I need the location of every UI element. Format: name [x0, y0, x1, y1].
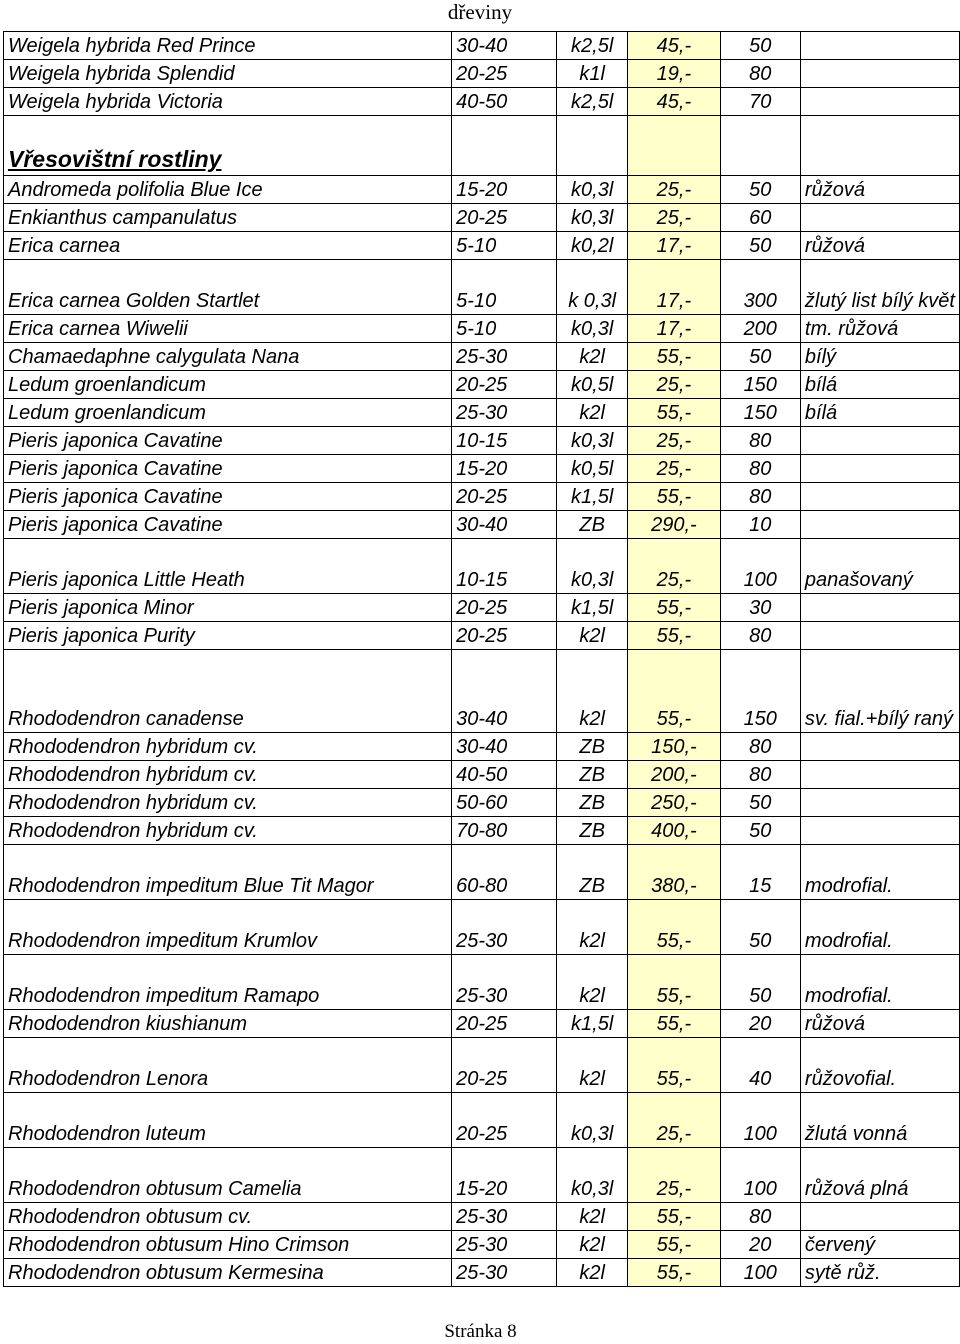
plant-name-cell: Erica carnea Golden Startlet: [4, 260, 452, 315]
price-cell: 55,-: [628, 1038, 720, 1093]
plant-name-cell: Rhododendron hybridum cv.: [4, 733, 452, 761]
plant-name-cell: Pieris japonica Cavatine: [4, 455, 452, 483]
note-cell: [800, 733, 959, 761]
quantity-cell: 50: [720, 232, 800, 260]
price-cell: 25,-: [628, 455, 720, 483]
pot-cell: k2l: [557, 650, 628, 733]
plant-name-cell: Pieris japonica Cavatine: [4, 427, 452, 455]
pot-cell: k2l: [557, 1203, 628, 1231]
table-row: [4, 1038, 960, 1093]
size-cell: 25-30: [452, 1259, 557, 1287]
price-cell: 55,-: [628, 1010, 720, 1038]
table-row: [4, 955, 960, 1010]
table-row: [4, 60, 960, 88]
note-cell: [800, 622, 959, 650]
note-cell: [800, 1203, 959, 1231]
note-cell: růžová plná: [800, 1148, 959, 1203]
price-cell: 17,-: [628, 315, 720, 343]
pot-cell: k0,3l: [557, 1093, 628, 1148]
size-cell: 20-25: [452, 371, 557, 399]
pot-cell: k2l: [557, 1038, 628, 1093]
quantity-cell: 30: [720, 594, 800, 622]
price-cell: 55,-: [628, 1231, 720, 1259]
note-cell: modrofial.: [800, 900, 959, 955]
page-header: dřeviny: [447, 0, 513, 24]
pot-cell: k1,5l: [557, 1010, 628, 1038]
plant-name-cell: Rhododendron impeditum Blue Tit Magor: [4, 845, 452, 900]
note-cell: modrofial.: [800, 845, 959, 900]
price-cell: 250,-: [628, 789, 720, 817]
table-row: [4, 511, 960, 539]
quantity-cell: [720, 116, 800, 176]
quantity-cell: 40: [720, 1038, 800, 1093]
plant-name-cell: Andromeda polifolia Blue Ice: [4, 176, 452, 204]
quantity-cell: 100: [720, 1148, 800, 1203]
quantity-cell: 200: [720, 315, 800, 343]
plant-name-cell: Rhododendron impeditum Ramapo: [4, 955, 452, 1010]
plant-price-table: [3, 31, 960, 1287]
plant-name-cell: Weigela hybrida Victoria: [4, 88, 452, 116]
price-cell: 19,-: [628, 60, 720, 88]
pot-cell: k0,3l: [557, 539, 628, 594]
price-cell: 55,-: [628, 1203, 720, 1231]
plant-name-cell: Erica carnea: [4, 232, 452, 260]
table-row: [4, 483, 960, 511]
quantity-cell: 50: [720, 817, 800, 845]
table-row: [4, 1010, 960, 1038]
quantity-cell: 10: [720, 511, 800, 539]
quantity-cell: 80: [720, 1203, 800, 1231]
price-cell: 55,-: [628, 594, 720, 622]
plant-name-cell: Weigela hybrida Splendid: [4, 60, 452, 88]
quantity-cell: 80: [720, 427, 800, 455]
plant-name-cell: Pieris japonica Purity: [4, 622, 452, 650]
note-cell: panašovaný: [800, 539, 959, 594]
price-cell: 55,-: [628, 399, 720, 427]
plant-name-cell: Rhododendron impeditum Krumlov: [4, 900, 452, 955]
size-cell: [452, 116, 557, 176]
table-row: [4, 176, 960, 204]
pot-cell: k0,3l: [557, 1148, 628, 1203]
note-cell: žlutý list bílý květ: [800, 260, 959, 315]
note-cell: žlutá vonná: [800, 1093, 959, 1148]
table-row: [4, 232, 960, 260]
quantity-cell: 50: [720, 176, 800, 204]
price-cell: 45,-: [628, 32, 720, 60]
quantity-cell: 50: [720, 900, 800, 955]
price-cell: [628, 116, 720, 176]
plant-name-cell: Rhododendron hybridum cv.: [4, 817, 452, 845]
price-cell: 17,-: [628, 260, 720, 315]
size-cell: 25-30: [452, 1231, 557, 1259]
quantity-cell: 20: [720, 1010, 800, 1038]
pot-cell: k2l: [557, 343, 628, 371]
price-cell: 25,-: [628, 204, 720, 232]
size-cell: 20-25: [452, 1010, 557, 1038]
pot-cell: k0,3l: [557, 427, 628, 455]
quantity-cell: 100: [720, 1093, 800, 1148]
plant-name-cell: Rhododendron hybridum cv.: [4, 761, 452, 789]
size-cell: 30-40: [452, 32, 557, 60]
quantity-cell: 150: [720, 650, 800, 733]
price-cell: 17,-: [628, 232, 720, 260]
table-row: [4, 594, 960, 622]
price-cell: 25,-: [628, 371, 720, 399]
quantity-cell: 100: [720, 539, 800, 594]
pot-cell: k1,5l: [557, 483, 628, 511]
plant-name-cell: Pieris japonica Little Heath: [4, 539, 452, 594]
quantity-cell: 80: [720, 60, 800, 88]
table-row: [4, 1203, 960, 1231]
size-cell: 20-25: [452, 1093, 557, 1148]
size-cell: 25-30: [452, 399, 557, 427]
plant-name-cell: Pieris japonica Cavatine: [4, 511, 452, 539]
plant-name-cell: Rhododendron kiushianum: [4, 1010, 452, 1038]
note-cell: tm. růžová: [800, 315, 959, 343]
note-cell: červený: [800, 1231, 959, 1259]
price-cell: 45,-: [628, 88, 720, 116]
table-row: [4, 204, 960, 232]
size-cell: 20-25: [452, 483, 557, 511]
section-row: [4, 116, 960, 176]
price-cell: 290,-: [628, 511, 720, 539]
table-row: [4, 845, 960, 900]
quantity-cell: 20: [720, 1231, 800, 1259]
quantity-cell: 15: [720, 845, 800, 900]
plant-name-cell: Weigela hybrida Red Prince: [4, 32, 452, 60]
size-cell: 20-25: [452, 594, 557, 622]
price-cell: 380,-: [628, 845, 720, 900]
pot-cell: ZB: [557, 733, 628, 761]
table-row: [4, 343, 960, 371]
pot-cell: ZB: [557, 511, 628, 539]
pot-cell: k2l: [557, 900, 628, 955]
size-cell: 40-50: [452, 88, 557, 116]
quantity-cell: 80: [720, 455, 800, 483]
price-cell: 55,-: [628, 483, 720, 511]
note-cell: [800, 761, 959, 789]
quantity-cell: 80: [720, 733, 800, 761]
pot-cell: k0,3l: [557, 176, 628, 204]
page-footer: [0, 1320, 960, 1344]
size-cell: 20-25: [452, 1038, 557, 1093]
table-row: [4, 1259, 960, 1287]
price-cell: 200,-: [628, 761, 720, 789]
table-row: [4, 399, 960, 427]
table-row: [4, 32, 960, 60]
price-cell: 400,-: [628, 817, 720, 845]
table-row: [4, 539, 960, 594]
price-cell: 55,-: [628, 1259, 720, 1287]
quantity-cell: 80: [720, 622, 800, 650]
pot-cell: k2l: [557, 955, 628, 1010]
table-row: [4, 761, 960, 789]
table-row: [4, 817, 960, 845]
size-cell: 30-40: [452, 650, 557, 733]
size-cell: 50-60: [452, 789, 557, 817]
plant-name-cell: Rhododendron obtusum cv.: [4, 1203, 452, 1231]
pot-cell: k2,5l: [557, 32, 628, 60]
size-cell: 10-15: [452, 539, 557, 594]
price-cell: 55,-: [628, 343, 720, 371]
size-cell: 20-25: [452, 60, 557, 88]
plant-name-cell: Pieris japonica Minor: [4, 594, 452, 622]
quantity-cell: 300: [720, 260, 800, 315]
pot-cell: k2l: [557, 1231, 628, 1259]
quantity-cell: 50: [720, 343, 800, 371]
size-cell: 40-50: [452, 761, 557, 789]
pot-cell: ZB: [557, 761, 628, 789]
price-cell: 55,-: [628, 955, 720, 1010]
note-cell: růžová: [800, 232, 959, 260]
table-row: [4, 622, 960, 650]
plant-name-cell: Rhododendron canadense: [4, 650, 452, 733]
price-cell: 25,-: [628, 539, 720, 594]
note-cell: modrofial.: [800, 955, 959, 1010]
note-cell: bílý: [800, 343, 959, 371]
pot-cell: k0,5l: [557, 371, 628, 399]
pot-cell: ZB: [557, 817, 628, 845]
table-row: [4, 733, 960, 761]
note-cell: růžová: [800, 176, 959, 204]
plant-name-cell: Rhododendron obtusum Kermesina: [4, 1259, 452, 1287]
note-cell: [800, 594, 959, 622]
pot-cell: k1l: [557, 60, 628, 88]
quantity-cell: 80: [720, 483, 800, 511]
table-row: [4, 900, 960, 955]
plant-name-cell: Rhododendron obtusum Hino Crimson: [4, 1231, 452, 1259]
table-body: [4, 32, 960, 1287]
quantity-cell: 50: [720, 32, 800, 60]
plant-name-cell: Rhododendron hybridum cv.: [4, 789, 452, 817]
plant-name-cell: Ledum groenlandicum: [4, 399, 452, 427]
pot-cell: ZB: [557, 845, 628, 900]
table-row: [4, 371, 960, 399]
quantity-cell: 50: [720, 789, 800, 817]
plant-name-cell: Chamaedaphne calygulata Nana: [4, 343, 452, 371]
pot-cell: k2l: [557, 1259, 628, 1287]
quantity-cell: 150: [720, 371, 800, 399]
table-row: [4, 1093, 960, 1148]
section-title: Vřesovištní rostliny: [4, 116, 452, 176]
quantity-cell: 100: [720, 1259, 800, 1287]
plant-name-cell: Ledum groenlandicum: [4, 371, 452, 399]
table-row: [4, 88, 960, 116]
price-cell: 25,-: [628, 1093, 720, 1148]
size-cell: 15-20: [452, 176, 557, 204]
price-cell: 150,-: [628, 733, 720, 761]
note-cell: bílá: [800, 371, 959, 399]
price-cell: 55,-: [628, 650, 720, 733]
table-row: [4, 1231, 960, 1259]
size-cell: 15-20: [452, 1148, 557, 1203]
price-cell: 25,-: [628, 176, 720, 204]
note-cell: [800, 455, 959, 483]
pot-cell: k1,5l: [557, 594, 628, 622]
pot-cell: k2,5l: [557, 88, 628, 116]
table-row: [4, 315, 960, 343]
size-cell: 70-80: [452, 817, 557, 845]
note-cell: sv. fial.+bílý raný: [800, 650, 959, 733]
size-cell: 5-10: [452, 260, 557, 315]
size-cell: 60-80: [452, 845, 557, 900]
plant-name-cell: Erica carnea Wiwelii: [4, 315, 452, 343]
page-number: Stránka 8: [444, 1321, 517, 1342]
note-cell: [800, 483, 959, 511]
pot-cell: k0,5l: [557, 455, 628, 483]
size-cell: 25-30: [452, 1203, 557, 1231]
note-cell: sytě růž.: [800, 1259, 959, 1287]
table-row: [4, 455, 960, 483]
table-row: [4, 650, 960, 733]
quantity-cell: 80: [720, 761, 800, 789]
plant-name-cell: Rhododendron luteum: [4, 1093, 452, 1148]
table-row: [4, 789, 960, 817]
price-cell: 25,-: [628, 427, 720, 455]
size-cell: 25-30: [452, 955, 557, 1010]
note-cell: [800, 427, 959, 455]
table-row: [4, 427, 960, 455]
pot-cell: k0,3l: [557, 315, 628, 343]
note-cell: [800, 32, 959, 60]
note-cell: růžová: [800, 1010, 959, 1038]
plant-name-cell: Enkianthus campanulatus: [4, 204, 452, 232]
size-cell: 25-30: [452, 900, 557, 955]
price-cell: 25,-: [628, 1148, 720, 1203]
quantity-cell: 150: [720, 399, 800, 427]
table-row: [4, 1148, 960, 1203]
size-cell: 15-20: [452, 455, 557, 483]
note-cell: [800, 511, 959, 539]
note-cell: [800, 60, 959, 88]
table-row: [4, 260, 960, 315]
plant-name-cell: Rhododendron obtusum Camelia: [4, 1148, 452, 1203]
pot-cell: k 0,3l: [557, 260, 628, 315]
size-cell: 20-25: [452, 622, 557, 650]
note-cell: [800, 204, 959, 232]
price-cell: 55,-: [628, 900, 720, 955]
quantity-cell: 70: [720, 88, 800, 116]
quantity-cell: 60: [720, 204, 800, 232]
note-cell: bílá: [800, 399, 959, 427]
size-cell: 25-30: [452, 343, 557, 371]
size-cell: 5-10: [452, 315, 557, 343]
size-cell: 30-40: [452, 733, 557, 761]
pot-cell: k0,2l: [557, 232, 628, 260]
note-cell: růžovofial.: [800, 1038, 959, 1093]
plant-name-cell: Rhododendron Lenora: [4, 1038, 452, 1093]
plant-name-cell: Pieris japonica Cavatine: [4, 483, 452, 511]
pot-cell: k2l: [557, 399, 628, 427]
pot-cell: ZB: [557, 789, 628, 817]
size-cell: 5-10: [452, 232, 557, 260]
size-cell: 30-40: [452, 511, 557, 539]
note-cell: [800, 817, 959, 845]
note-cell: [800, 116, 959, 176]
size-cell: 10-15: [452, 427, 557, 455]
quantity-cell: 50: [720, 955, 800, 1010]
note-cell: [800, 789, 959, 817]
pot-cell: k2l: [557, 622, 628, 650]
pot-cell: k0,3l: [557, 204, 628, 232]
price-cell: 55,-: [628, 622, 720, 650]
size-cell: 20-25: [452, 204, 557, 232]
note-cell: [800, 88, 959, 116]
pot-cell: [557, 116, 628, 176]
